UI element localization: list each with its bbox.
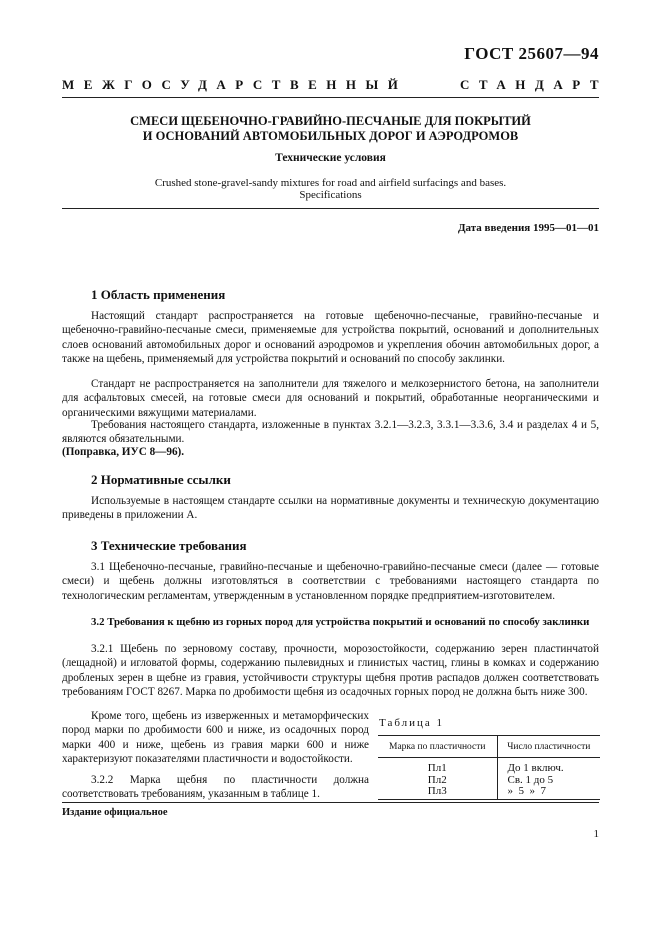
clause-3-2-heading: 3.2 Требования к щебню из горных пород для устройства покрытий и оснований по способу заклинки [91, 616, 590, 628]
title-line-2: И ОСНОВАНИЙ АВТОМОБИЛЬНЫХ ДОРОГ И АЭРОДРОМОВ [142, 129, 519, 143]
section-2-heading: 2 Нормативные ссылки [91, 472, 231, 487]
document-subtitle: Технические условия [275, 152, 386, 164]
banner-word-interstate: МЕЖГОСУДАРСТВЕННЫЙ [62, 77, 408, 92]
interstate-standard-banner [62, 77, 608, 93]
clause-3-2-1-continuation: Кроме того, щебень из изверженных и метаморфических пород марки по дробимости 600 и ниже, из осадочных пород марки 400 и ниже, щебень из гравия марки 600 и ниже характеризуют показателями пластичности и водостойкости. [62, 710, 369, 765]
table-cell-grade: Пл1 [427, 762, 447, 774]
section-1-paragraph-3: Требования настоящего стандарта, изложенные в пунктах 3.2.1—3.2.3, 3.3.1—3.3.6, 3.4 и разделах 4 и 5, являются обязательными. [62, 419, 599, 446]
section-1-heading: 1 Область применения [91, 287, 226, 302]
table-header-grade: Марка по пластичности [378, 736, 497, 758]
table-cell-value: Св. 1 до 5 [497, 775, 600, 787]
amendment-note: (Поправка, ИУС 8—96). [62, 446, 185, 458]
banner-word-standard: СТАНДАРТ [459, 77, 608, 92]
table-cell-grade: Пл2 [427, 773, 447, 786]
clause-3-1: 3.1 Щебеночно-песчаные, гравийно-песчаные и щебеночно-гравийно-песчаные смеси (далее — готовые смеси) и щебень должны изготовляться в соответствии с требованиями настоящего стандарта по технологическим регламентам, утвержденным в установленном порядке предприятием-изготовителем. [62, 561, 599, 602]
section-2-paragraph-1: Используемые в настоящем стандарте ссылки на нормативные документы и техническую документацию приведены в приложении А. [62, 495, 599, 522]
table-header-plasticity-index: Число пластичности [497, 736, 600, 758]
section-1-paragraph-2: Стандарт не распространяется на заполнители для тяжелого и мелкозернистого бетона, на заполнители для асфальтовых смесей, на готовые смеси для оснований и покрытий, обработанные неорганическими и органическими вяжущими материалами. [62, 378, 599, 419]
table-cell-grade: Пл3 [378, 786, 497, 799]
clause-3-2-1: 3.2.1 Щебень по зерновому составу, прочности, морозостойкости, содержанию зерен пластинчатой (лещадной) и игловатой формы, содержанию пылевидных и глинистых частиц, глины в комках и содержанию дробленых зерен в щебне из гравия, устойчивости структуры щебня против распадов должен соответствовать требованиям ГОСТ 8267. Марка по дробимости щебня из осадочных горных пород не должна быть ниже 300. [62, 643, 599, 698]
document-title [62, 114, 599, 144]
table-row [378, 775, 600, 787]
english-title [62, 177, 599, 201]
table-cell-value: » 5 » 7 [497, 786, 600, 799]
introduction-date: Дата введения 1995—01—01 [457, 222, 599, 234]
title-line-1: СМЕСИ ЩЕБЕНОЧНО-ГРАВИЙНО-ПЕСЧАНЫЕ ДЛЯ ПОКРЫТИЙ [130, 114, 531, 128]
section-1-paragraph-1: Настоящий стандарт распространяется на готовые щебеночно-песчаные, гравийно-песчаные и щебеночно-гравийно-песчаные смеси, применяемые для устройства покрытий, оснований и дополнительных слоев оснований автомобильных дорог и оснований аэродромов и укрепления обочин автомобильных дорог, а также на щебень, применяемый для устройства покрытий и оснований по способу заклинки. [62, 310, 599, 365]
gost-code: ГОСТ 25607—94 [464, 44, 599, 63]
header-rule [62, 97, 599, 98]
title-rule [62, 208, 599, 209]
clause-3-2-2: 3.2.2 Марка щебня по пластичности должна соответствовать требованиям, указанным в таблице 1. [62, 774, 369, 801]
table-1-caption: Таблица 1 [379, 717, 445, 729]
english-title-line-2: Specifications [299, 189, 362, 201]
table-row [378, 758, 600, 775]
section-3-heading: 3 Технические требования [91, 538, 247, 553]
table-row [378, 786, 600, 799]
table-cell-value: До 1 включ. [497, 758, 600, 775]
english-title-line-1: Crushed stone-gravel-sandy mixtures for road and airfield surfacings and bases. [154, 177, 507, 189]
plasticity-table [378, 735, 600, 800]
page-number: 1 [593, 828, 599, 840]
official-edition-label: Издание официальное [62, 807, 168, 818]
footer-rule [62, 802, 599, 803]
